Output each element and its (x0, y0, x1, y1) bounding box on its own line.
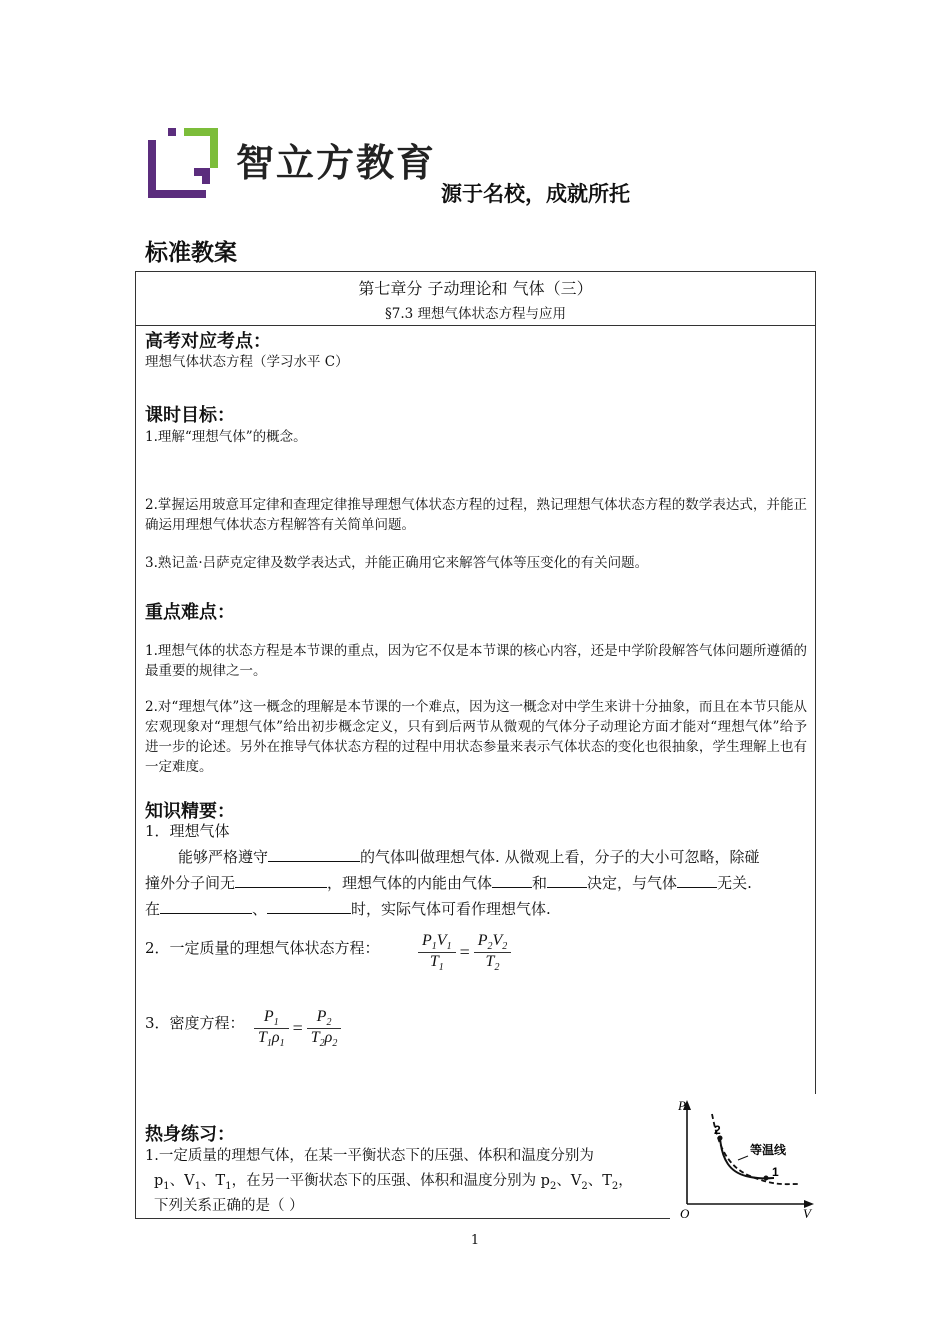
fill-blank[interactable] (235, 872, 327, 888)
pv-graph-svg (670, 1094, 820, 1220)
equals-sign: = (459, 942, 470, 963)
fraction-right: $\frac{P_2}{T_2\rho_2}$ (307, 1008, 342, 1049)
page-number: 1 (470, 1233, 480, 1248)
chapter-title: 第七章分 子动理论和 气体（三） (358, 279, 593, 298)
pv-graph (670, 1094, 820, 1220)
text: 的气体叫做理想气体. 从微观上看，分子的大小可忽略，除碰 (360, 848, 760, 866)
logo-text: 智立方教育 (236, 141, 437, 185)
x-axis-label: V (803, 1206, 811, 1220)
reshen-heading: 热身练习： (145, 1124, 235, 1145)
text: 在 (145, 900, 161, 918)
text: 时，实际气体可看作理想气体. (351, 900, 551, 918)
fraction-right: $\frac{P_2V_2}{T_2}$ (474, 932, 512, 973)
fraction-left: $\frac{P_1}{T_1\rho_1}$ (254, 1008, 289, 1049)
isotherm-label: 等温线 (750, 1143, 787, 1157)
question-1-line-2: $p_1$、$V_1$、$T_1$，在另一平衡状态下的压强、体积和温度分别为 $p_2$、$V_2$、$T_2$， (154, 1173, 633, 1192)
mubiao-item-1: 1.理解“理想气体”的概念。 (145, 429, 307, 445)
point-1-label: 1 (772, 1165, 779, 1179)
text: 能够严格遵守 (178, 848, 269, 866)
fill-blank[interactable] (267, 898, 351, 914)
zhongdian-item-2: 2.对“理想气体”这一概念的理解是本节课的一个难点，因为这一概念对中学生来讲十分抽象，而且在本节只能从宏观现象对“理想气体”给出初步概念定义，只有到后两节从微观的气体分子动理论方面才能对“理想气体”给予进一步的论述。另外在推导气体状态方程的过程中用状态参量来表示气体状态的变化也很抽象，学生理解上也有一定难度。 (145, 699, 807, 775)
fill-blank[interactable] (268, 846, 360, 862)
question-1-line-3: 下列关系正确的是（ ） (154, 1198, 304, 1214)
zhongdian-heading: 重点难点： (145, 602, 235, 623)
equals-sign: = (292, 1018, 303, 1039)
mubiao-heading: 课时目标： (145, 405, 235, 426)
point-2-label: 2 (714, 1123, 721, 1137)
text: 、 (252, 900, 268, 918)
fraction-left: $\frac{P_1V_1}{T_1}$ (418, 932, 456, 973)
doc-title: 标准教案 (145, 240, 237, 266)
zhongdian-item-1: 1.理想气体的状态方程是本节课的重点，因为它不仅是本节课的核心内容，还是中学阶段解答气体问题所遵循的最重要的规律之一。 (145, 643, 807, 679)
text: 和 (532, 874, 548, 892)
zhishi-p1-head: 1．理想气体 (145, 822, 230, 840)
y-axis-label: P (678, 1098, 686, 1113)
text: 撞外分子间无 (145, 874, 236, 892)
mubiao-item-2: 2.掌握运用玻意耳定律和查理定律推导理想气体状态方程的过程，熟记理想气体状态方程的数学表达式，并能正确运用理想气体状态方程解答有关简单问题。 (145, 497, 807, 533)
text: 决定，与气体 (587, 874, 678, 892)
zhishi-line-2 (145, 870, 807, 896)
density-equation-formula (254, 1008, 341, 1049)
kaodian-heading: 高考对应考点： (145, 331, 271, 352)
origin-label: O (680, 1206, 690, 1220)
slogan: 源于名校，成就所托 (441, 182, 630, 206)
header-divider (135, 325, 816, 326)
label-leader (738, 1156, 748, 1160)
zhishi-heading: 知识精要： (145, 801, 235, 822)
section-title: §7.3 理想气体状态方程与应用 (384, 306, 566, 322)
fill-blank[interactable] (160, 898, 252, 914)
question-1-line-1: 1.一定质量的理想气体，在某一平衡状态下的压强、体积和温度分别为 (145, 1148, 594, 1164)
mubiao-item-3: 3.熟记盖·吕萨克定律及数学表达式，并能正确用它来解答气体等压变化的有关问题。 (145, 555, 649, 571)
logo-mark-icon (148, 128, 218, 198)
zhishi-p3-label: 3．密度方程： (145, 1014, 245, 1032)
text: ，理想气体的内能由气体 (327, 874, 493, 892)
zhishi-line-3 (145, 896, 807, 922)
kaodian-text: 理想气体状态方程（学习水平 C） (145, 354, 349, 370)
text: 无关. (717, 874, 752, 892)
point-1 (764, 1176, 769, 1181)
state-equation-formula (418, 932, 511, 973)
fill-blank[interactable] (677, 872, 717, 888)
fill-blank[interactable] (547, 872, 587, 888)
zhishi-line-1 (178, 844, 808, 870)
zhishi-p2-label: 2．一定质量的理想气体状态方程： (145, 939, 380, 957)
fill-blank[interactable] (492, 872, 532, 888)
